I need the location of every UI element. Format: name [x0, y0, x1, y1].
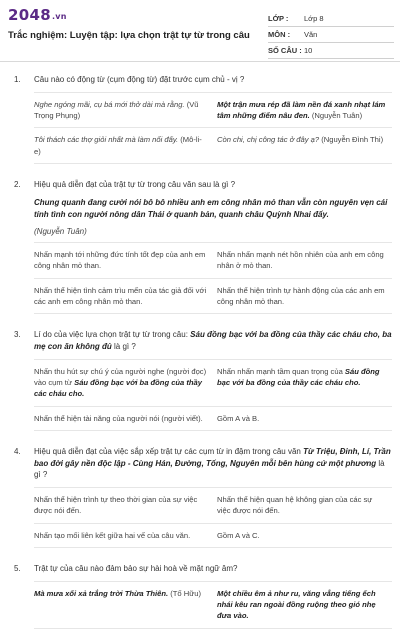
question-text: Hiệu quả diễn đạt của việc sắp xếp trật tự các cụm từ in đậm trong câu văn Từ Triệu, Đinh, Lí, Trần bao đời gây nền độc lập - Cùng Hán, Đường, Tống, Nguyên mỗi bên hùng cứ một phương là gì ?	[34, 447, 391, 480]
passage-author: (Nguyễn Tuân)	[34, 226, 87, 236]
answer-option[interactable]: Nhấn thu hút sự chú ý của người nghe (người đọc) vào cụm từ Sáu đồng bạc với ba đồng của thầy các cháu cho.	[34, 366, 207, 399]
quiz-meta	[268, 11, 394, 59]
answer-option[interactable]: Nhấn tạo mối liên kết giữa hai vế của câu văn.	[34, 530, 191, 540]
answer-option[interactable]: Nhấn thể hiện quan hệ không gian của các sự việc được nói đến.	[217, 494, 373, 516]
answer-option[interactable]: Mà mưa xối xả trắng trời Thừa Thiên. (Tố Hữu)	[34, 588, 202, 598]
answer-options	[34, 487, 392, 548]
answer-options	[34, 359, 392, 432]
question-text: Lí do của việc lựa chọn trật tự từ trong câu: Sáu đồng bạc với ba đồng của thầy các cháu cho, ba mẹ con ăn không đủ là gì ?	[34, 330, 392, 351]
quiz-title: Trắc nghiệm: Luyện tập: lựa chọn trật tự từ trong câu	[8, 30, 250, 41]
meta-class: LỚP : Lớp 8	[268, 11, 394, 27]
quoted-passage: Chung quanh đang cười nói bô bô nhiều anh em công nhân mỏ than vẫn còn nguyên vẹn cái tính tình con người nông dân Thái ở quanh bản, quanh châu Quỳnh Nhai đấy.	[34, 197, 388, 219]
answer-options	[34, 92, 392, 165]
answer-option[interactable]: Nhấn mạnh tới những đức tính tốt đẹp của anh em công nhân mỏ than.	[34, 249, 206, 271]
question-text: Trật tự của câu nào đảm bảo sự hài hoà về mặt ngữ âm?	[34, 564, 238, 574]
question-list	[0, 62, 400, 629]
question-text: Hiệu quả diễn đạt của trật tự từ trong câu văn sau là gì ?	[34, 180, 236, 190]
question-3	[14, 329, 392, 431]
meta-count: SỐ CÂU : 10	[268, 43, 394, 59]
answer-option[interactable]: Gồm A và C.	[217, 530, 260, 540]
question-5	[14, 563, 392, 629]
answer-option[interactable]: Nhấn nhấn mạnh nét hồn nhiên của anh em công nhân ở mỏ than.	[217, 249, 384, 271]
answer-option[interactable]: Tôi thách các thợ giỏi nhất mà làm nổi đấy. (Mô-li-e)	[34, 135, 202, 156]
answer-option[interactable]: Gồm A và B.	[217, 413, 260, 423]
answer-option[interactable]: Nghe ngóng mãi, cụ bá mới thở dài mà rằng. (Vũ Trọng Phụng)	[34, 99, 199, 120]
question-1	[14, 74, 392, 164]
answer-option[interactable]: Một chiều êm ả như ru, văng vẳng tiếng ếch nhái kêu ran ngoài đồng ruộng theo gió nhẹ đưa vào.	[217, 588, 376, 621]
answer-option[interactable]: Nhấn thể hiện trình tự theo thời gian của sự việc được nói đến.	[34, 494, 198, 516]
answer-option[interactable]: Nhấn nhấn mạnh tầm quan trọng của Sáu đồng bạc với ba đồng của thầy các cháu cho.	[217, 366, 380, 387]
site-logo[interactable]: 2048.vn	[8, 6, 67, 24]
answer-options	[34, 242, 392, 315]
meta-subject: MÔN : Văn	[268, 27, 394, 43]
page-header	[0, 0, 400, 62]
answer-option[interactable]: Nhấn thể hiện tài năng của người nói (người viết).	[34, 413, 203, 423]
answer-option[interactable]: Nhấn thể hiện tình cảm trìu mến của tác giả đối với các anh em công nhân mỏ than.	[34, 285, 207, 306]
answer-option[interactable]: Còn chi, chị công tác ở đây ạ? (Nguyễn Đình Thi)	[217, 135, 384, 145]
question-text: Câu nào có động từ (cụm động từ) đặt trước cụm chủ - vị ?	[34, 75, 245, 84]
answer-option[interactable]: Một trận mưa rép đã làm nền đá xanh nhạt lám tâm những điểm nâu đen. (Nguyễn Tuân)	[217, 99, 386, 120]
question-number: 1.	[14, 75, 21, 84]
question-2	[14, 179, 392, 314]
question-4	[14, 446, 392, 548]
question-number: 4.	[14, 447, 21, 457]
question-number: 3.	[14, 330, 21, 340]
answer-option[interactable]: Nhấn thể hiện trình tự hành động của các anh em công nhân mỏ than.	[217, 285, 385, 306]
question-number: 5.	[14, 564, 21, 574]
question-number: 2.	[14, 180, 21, 190]
answer-options	[34, 581, 392, 629]
